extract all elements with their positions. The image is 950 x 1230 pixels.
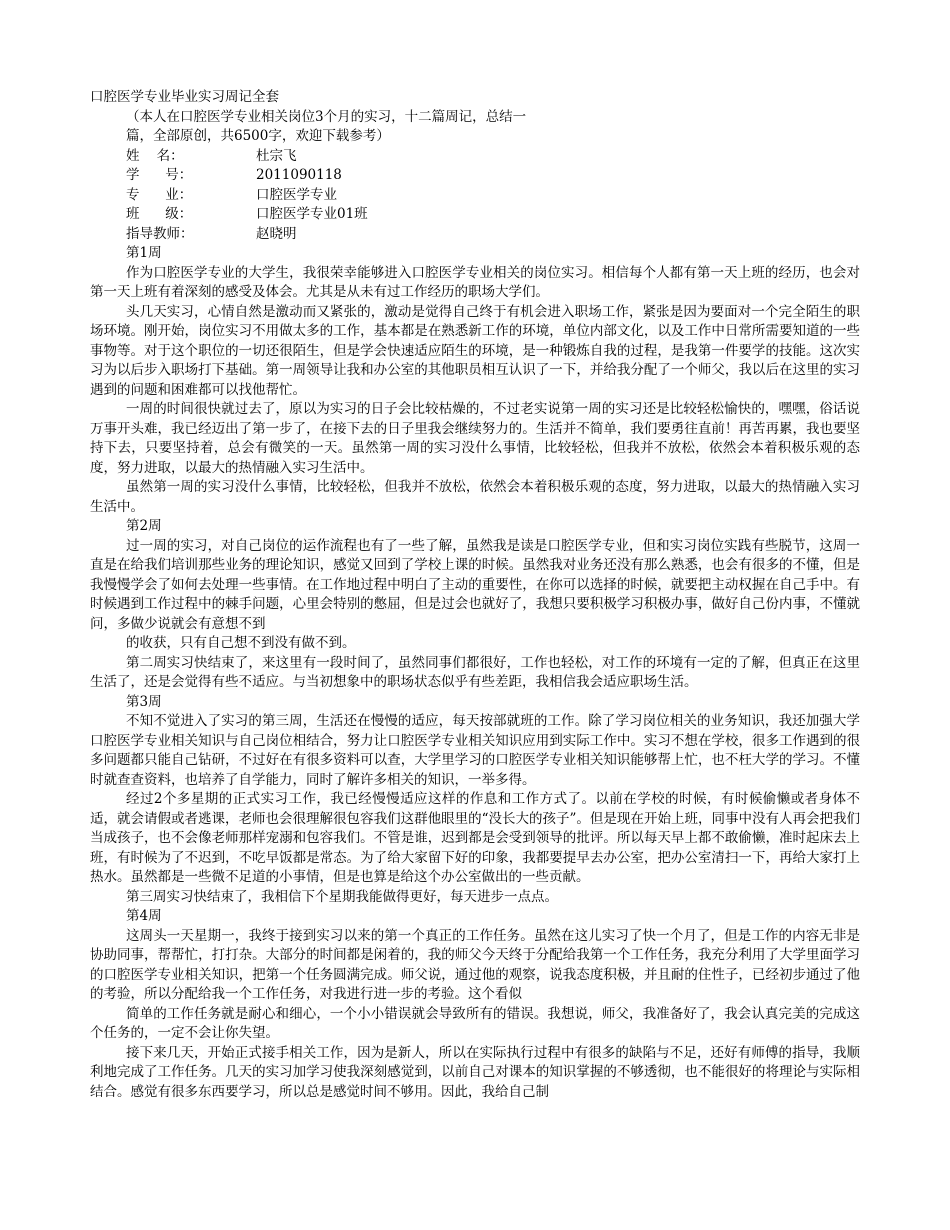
info-value: 赵晓明 (256, 225, 297, 242)
week-heading: 第3周 (126, 693, 162, 710)
info-label: 专 业： (126, 186, 193, 203)
info-value: 口腔医学专业 (256, 186, 337, 203)
paragraph: 不知不觉进入了实习的第三周，生活还在慢慢的适应，每天按部就班的工作。除了学习岗位相关的业务知识，我还加强大学口腔医学专业相关知识与自己岗位相结合，努力让口腔医学专业相关知识应用到实际工作中。实习不想在学校，很多工作遇到的很多问题都只能自己钻研，不过好在有很多资料可以查，大学里学习的口腔医学专业相关知识能够帮上忙，也不枉大学的学习。不懂时就查查资料，也培养了自学能力，同时了解许多相关的知识，一举多得。 (90, 713, 860, 788)
paragraph: 这周头一天星期一，我终于接到实习以来的第一个真正的工作任务。虽然在这儿实习了快一个月了，但是工作的内容无非是协助同事，帮帮忙，打打杂。大部分的时间都是闲着的，我的师父今天终于分配给我第一个工作任务，我充分利用了大学里面学习的口腔医学专业相关知识，把第一个任务圆满完成。师父说，通过他的观察，说我态度积极，并且耐的住性子，已经初步通过了他的考验，所以分配给我一个工作任务，对我进行进一步的考验。这个看似 (90, 927, 860, 1002)
document-page (90, 88, 860, 1102)
week-heading: 第2周 (126, 518, 162, 534)
paragraph: 虽然第一周的实习没什么事情，比较轻松，但我并不放松，依然会本着积极乐观的态度，努力进取，以最大的热情融入实习生活中。 (90, 479, 860, 515)
info-label: 指导教师： (126, 225, 194, 242)
info-row-student-id (90, 166, 860, 186)
info-row-class (90, 205, 860, 225)
paragraph: 简单的工作任务就是耐心和细心，一个小小错误就会导致所有的错误。我想说，师父，我准备好了，我会认真完美的完成这个任务的，一定不会让你失望。 (90, 1005, 860, 1041)
paragraph: 第二周实习快结束了，来这里有一段时间了，虽然同事们都很好，工作也轻松，对工作的环境有一定的了解，但真正在这里生活了，还是会觉得有些不适应。与当初想象中的职场状态似乎有些差距，我相信我会适应职场生活。 (90, 654, 860, 690)
paragraph: 经过2个多星期的正式实习工作，我已经慢慢适应这样的作息和工作方式了。以前在学校的时候，有时候偷懒或者身体不适，就会请假或者逃课，老师也会很理解很包容我们这群他眼里的“没长大的孩子”。但是现在开始上班，同事中没有人再会把我们当成孩子，也不会像老师那样宠溺和包容我们。不管是谁，迟到都是会受到领导的批评。所以每天早上都不敢偷懒，准时起床去上班，有时候为了不迟到，不吃早饭都是常态。为了给大家留下好的印象，我都要提早去办公室，把办公室清扫一下，再给大家打上热水。虽然都是一些微不足道的小事情，但是也算是给这个办公室做出的一些贡献。 (90, 791, 860, 885)
intro-line: 篇，全部原创，共6500字，欢迎下载参考） (126, 128, 390, 144)
info-label: 学 号： (126, 167, 193, 183)
week-heading: 第4周 (126, 908, 162, 924)
paragraph: 第三周实习快结束了，我相信下个星期我能做得更好，每天进步一点点。 (126, 888, 558, 905)
week-heading: 第1周 (126, 245, 162, 261)
paragraph: 的收获，只有自己想不到没有做不到。 (126, 635, 356, 651)
paragraph: 作为口腔医学专业的大学生，我很荣幸能够进入口腔医学专业相关的岗位实习。相信每个人都有第一天上班的经历，也会对第一天上班有着深刻的感受及体会。尤其是从未有过工作经历的职场大学们。 (90, 264, 860, 300)
info-value: 杜宗飞 (256, 147, 297, 164)
paragraph: 过一周的实习，对自己岗位的运作流程也有了一些了解，虽然我是读是口腔医学专业，但和实习岗位实践有些脱节，这周一直是在给我们培训那些业务的理论知识，感觉又回到了学校上课的时候。虽然我对业务还没有那么熟悉，也会有很多的不懂，但是我慢慢学会了如何去处理一些事情。在工作地过程中明白了主动的重要性，在你可以选择的时候，就要把主动权握在自己手中。有时候遇到工作过程中的棘手问题，心里会特别的憋屈，但是过会也就好了，我想只要积极学习积极办事，做好自己份内事，不懂就问，多做少说就会有意想不到 (90, 537, 860, 632)
info-row-name (90, 147, 860, 167)
info-label: 姓 名： (126, 147, 184, 164)
info-row-major (90, 186, 860, 206)
intro-line: （本人在口腔医学专业相关岗位3个月的实习，十二篇周记，总结一 (126, 108, 527, 125)
info-value: 2011090118 (256, 167, 342, 183)
info-value: 口腔医学专业01班 (256, 206, 368, 222)
info-label: 班 级： (126, 206, 193, 222)
info-row-advisor (90, 225, 860, 245)
paragraph: 接下来几天，开始正式接手相关工作，因为是新人，所以在实际执行过程中有很多的缺陷与不足，还好有师傅的指导，我顺利地完成了工作任务。几天的实习加学习使我深刻感觉到，以前自己对课本的知识掌握的不够透彻，也不能很好的将理论与实际相结合。感觉有很多东西要学习，所以总是感觉时间不够用。因此，我给自己制 (90, 1044, 860, 1100)
paragraph: 头几天实习，心情自然是激动而又紧张的，激动是觉得自己终于有机会进入职场工作，紧张是因为要面对一个完全陌生的职场环境。刚开始，岗位实习不用做太多的工作，基本都是在熟悉新工作的环境，单位内部文化，以及工作中日常所需要知道的一些事物等。对于这个职位的一切还很陌生，但是学会快速适应陌生的环境，是一种锻炼自我的过程，是我第一件要学的技能。这次实习为以后步入职场打下基础。第一周领导让我和办公室的其他职员相互认识了一下，并给我分配了一个师父，我以后在这里的实习遇到的问题和困难都可以找他帮忙。 (90, 303, 860, 398)
document-title: 口腔医学专业毕业实习周记全套 (90, 89, 279, 105)
paragraph: 一周的时间很快就过去了，原以为实习的日子会比较枯燥的，不过老实说第一周的实习还是比较轻松愉快的，嘿嘿，俗话说万事开头难，我已经迈出了第一步了，在接下去的日子里我会继续努力的。生活并不简单，我们要勇往直前！再苦再累，我也要坚持下去，只要坚持着，总会有微笑的一天。虽然第一周的实习没什么事情，比较轻松，但我并不放松，依然会本着积极乐观的态度，努力进取，以最大的热情融入实习生活中。 (90, 401, 860, 476)
